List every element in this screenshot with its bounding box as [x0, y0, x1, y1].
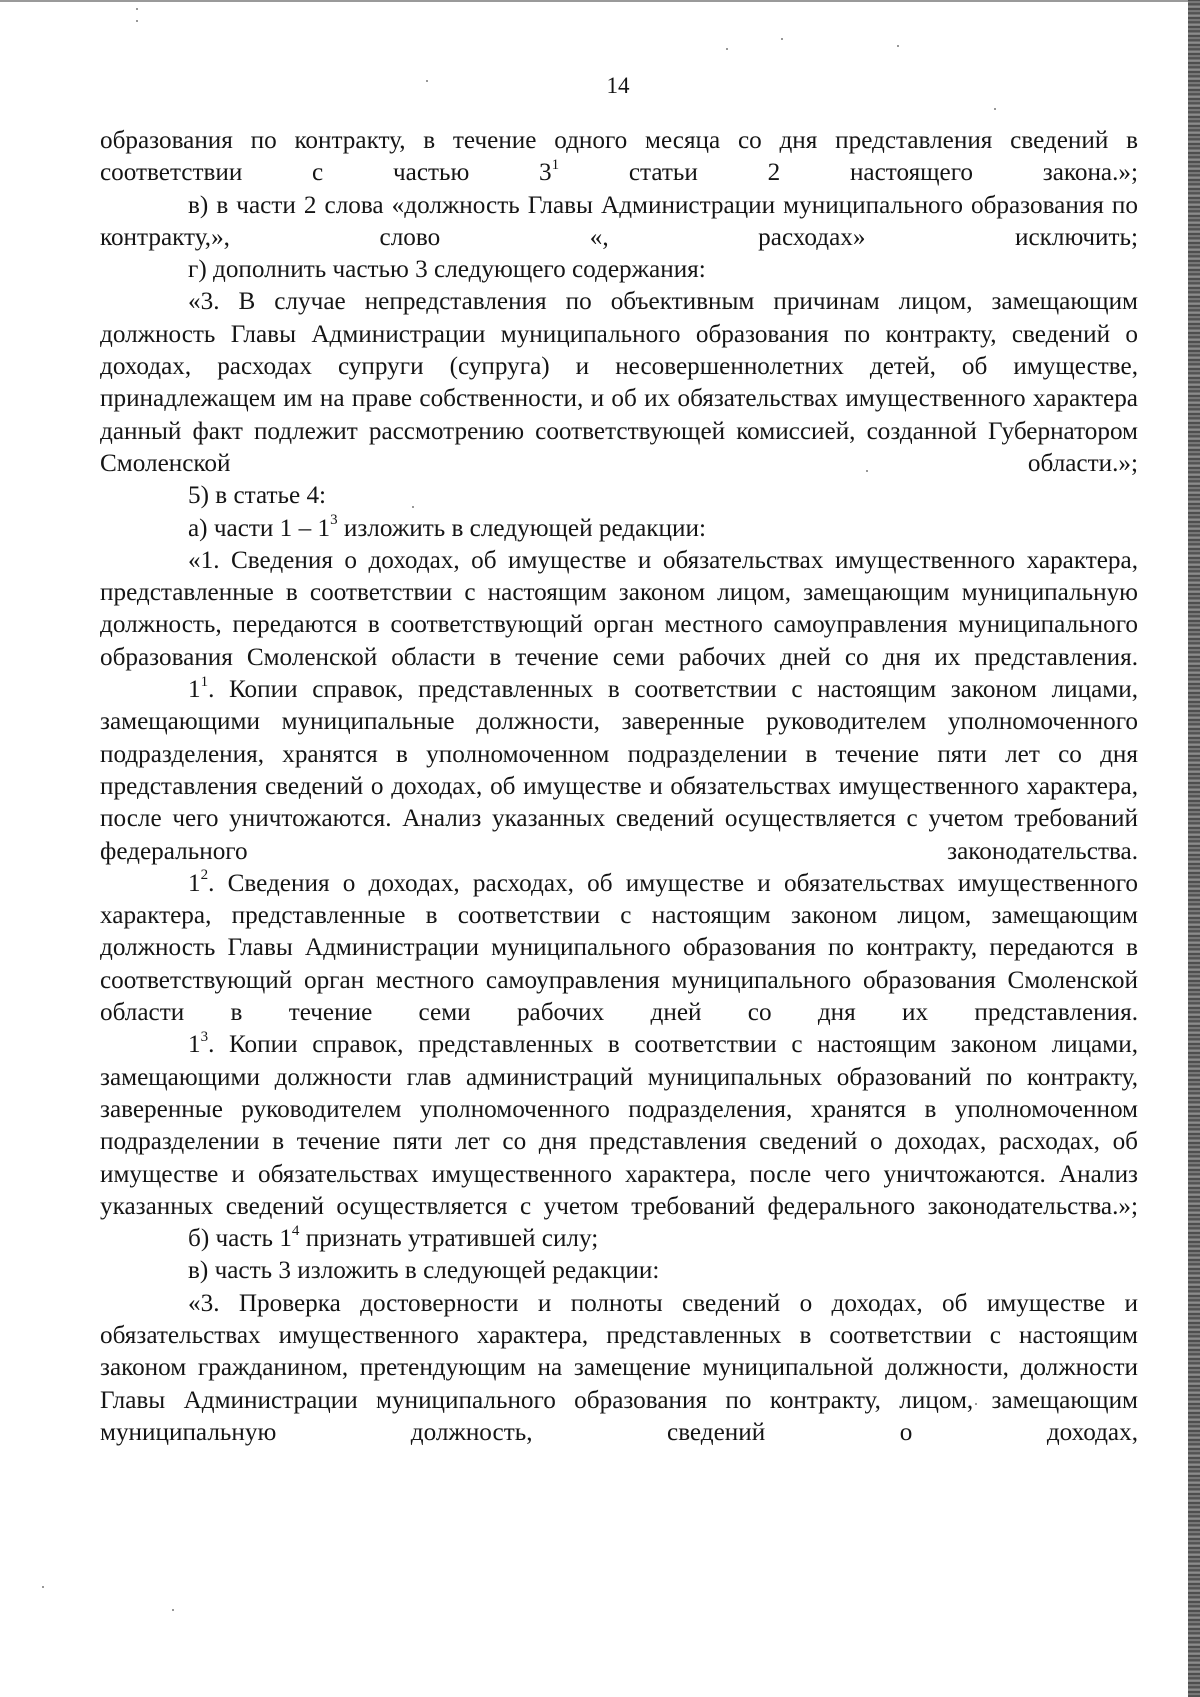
page-number: 14 — [606, 73, 630, 98]
scan-top-edge — [0, 0, 1200, 2]
text-run: 5) в статье 4: — [188, 482, 327, 510]
scan-speck — [136, 8, 138, 10]
paragraph — [100, 674, 1138, 868]
text-run: . Сведения о доходах, расходах, об имуществе и обязательствах имущественного характера, представленные в соответствии с настоящим законом лицом, замещающим должность Главы Администрации муниципального образования по контракту, передаются в соответствующий орган местного самоуправления муниципального образования Смоленской области в течение семи рабочих дней со дня их представления. — [100, 869, 1138, 1027]
text-run: 1 — [188, 676, 201, 704]
paragraph — [100, 125, 1138, 190]
superscript: 1 — [551, 156, 560, 173]
text-run: б) часть 1 — [188, 1225, 292, 1253]
paragraph — [100, 1288, 1138, 1449]
text-run: 1 — [188, 869, 201, 897]
text-run: в) часть 3 изложить в следующей редакции: — [188, 1257, 660, 1285]
scan-speck — [726, 48, 728, 50]
superscript: 2 — [200, 867, 209, 884]
paragraph — [100, 190, 1138, 255]
scan-speck — [897, 45, 899, 47]
scan-speck — [136, 20, 138, 22]
document-body — [100, 125, 1138, 1449]
text-run: «3. Проверка достоверности и полноты сведений о доходах, об имуществе и обязательствах имущественного характера, представленных в соответствии с настоящим законом гражданином, претендующим на замещение муниципальной должности, должности Главы Администрации муниципального образования по контракту, лицом, замещающим муниципальную должность, сведений о доходах, — [100, 1289, 1138, 1446]
superscript: 4 — [291, 1222, 300, 1239]
text-run: 1 — [188, 1031, 201, 1059]
text-run: «1. Сведения о доходах, об имуществе и обязательствах имущественного характера, представленные в соответствии с настоящим законом лицом, замещающим муниципальную должность, передаются в соответствующий орган местного самоуправления муниципального образования Смоленской области в течение семи рабочих дней со дня их представления. — [100, 546, 1138, 671]
superscript: 1 — [200, 673, 209, 690]
text-run: в) в части 2 слова «должность Главы Администрации муниципального образования по контракту,», слово «, расходах» исключить; — [100, 191, 1138, 251]
text-run: статьи 2 настоящего закона.»; — [559, 159, 1138, 187]
text-run: изложить в следующей редакции: — [337, 514, 706, 542]
text-run: а) части 1 – 1 — [188, 514, 331, 542]
superscript: 3 — [200, 1028, 209, 1045]
text-run: . Копии справок, представленных в соответствии с настоящим законом лицами, замещающими должности глав администраций муниципальных образований по контракту, заверенные руководителем уполномоченного подразделения, хранятся в уполномоченном подразделении в течение пяти лет со дня представления сведений о доходах, расходах, об имуществе и обязательствах имущественного характера, после чего уничтожаются. Анализ указанных сведений осуществляется с учетом требований федерального законодательства.»; — [100, 1031, 1138, 1220]
paragraph — [100, 286, 1138, 480]
text-run: признать утратившей силу; — [299, 1225, 599, 1253]
paragraph — [100, 254, 1138, 286]
paragraph — [100, 868, 1138, 1029]
text-run: образования по контракту, в течение одного месяца со дня представления сведений в соответствии с частью 3 — [100, 127, 1138, 187]
text-run: г) дополнить частью 3 следующего содержания: — [188, 256, 706, 284]
text-run: . Копии справок, представленных в соответствии с настоящим законом лицами, замещающими муниципальные должности, заверенные руководителем уполномоченного подразделения, хранятся в уполномоченном подразделении в течение пяти лет со дня представления сведений о доходах, об имуществе и обязательствах имущественного характера, после чего уничтожаются. Анализ указанных сведений осуществляется с учетом требований федерального законодательства. — [100, 676, 1138, 865]
scan-speck — [172, 1609, 174, 1611]
paragraph — [100, 513, 1138, 545]
superscript: 3 — [330, 512, 338, 529]
scan-right-edge — [1188, 0, 1200, 1697]
paragraph — [100, 1223, 1138, 1255]
paragraph — [100, 1029, 1138, 1223]
paragraph — [100, 480, 1138, 512]
scan-speck — [42, 1586, 44, 1588]
paragraph — [100, 545, 1138, 674]
paragraph — [100, 1255, 1138, 1287]
scan-speck — [781, 38, 783, 40]
text-run: «3. В случае непредставления по объективным причинам лицом, замещающим должность Главы Администрации муниципального образования по контракту, сведений о доходах, расходах супруги (супруга) и несовершеннолетних детей, об имуществе, принадлежащем им на праве собственности, и об их обязательствах имущественного характера данный факт подлежит рассмотрению соответствующей комиссией, созданной Губернатором Смоленской области.»; — [100, 288, 1138, 477]
scan-speck — [994, 108, 996, 110]
